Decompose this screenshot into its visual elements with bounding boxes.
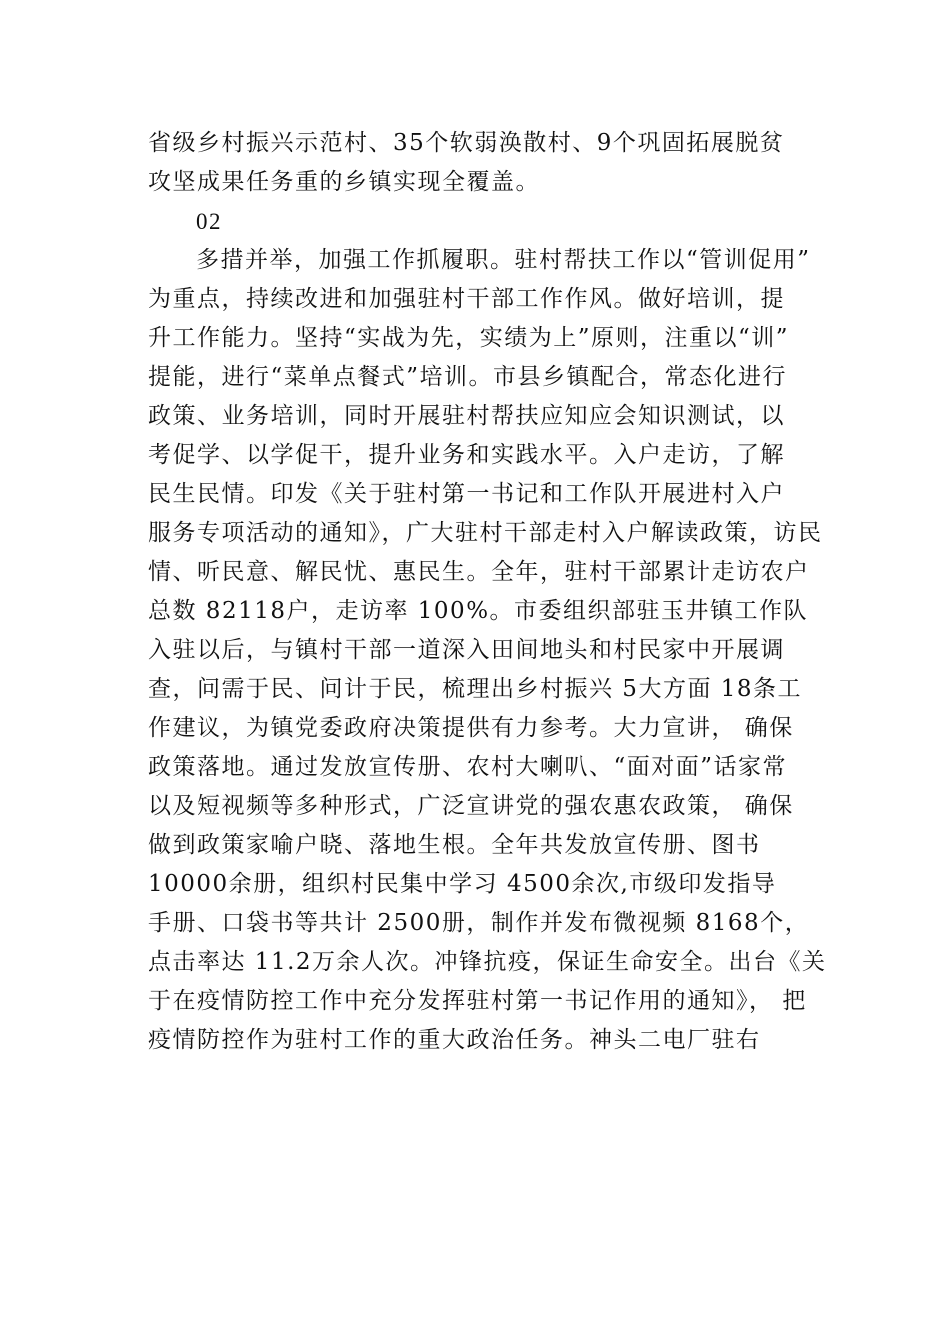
text-line: 做到政策家喻户晓、落地生根。全年共发放宣传册、图书: [148, 832, 761, 858]
text-line: 疫情防控作为驻村工作的重大政治任务。神头二电厂驻右: [148, 1027, 761, 1053]
text-line: 10000余册，组织村民集中学习 4500余次,市级印发指导: [148, 871, 777, 897]
section-number: 02: [196, 209, 222, 234]
text-line: 查，问需于民、问计于民，梳理出乡村振兴 5大方面 18条工: [148, 676, 803, 702]
text-line: 服务专项活动的通知》，广大驻村干部走村入户解读政策，访民: [148, 520, 823, 546]
text-line: 于在疫情防控工作中充分发挥驻村第一书记作用的通知》， 把: [148, 988, 807, 1014]
text-line: 以及短视频等多种形式，广泛宣讲党的强农惠农政策， 确保: [148, 793, 794, 819]
text-line: 情、听民意、解民忧、惠民生。全年，驻村干部累计走访农户: [148, 559, 810, 585]
text-line: 攻坚成果任务重的乡镇实现全覆盖。: [148, 169, 540, 195]
text-line: 考促学、以学促干，提升业务和实践水平。入户走访，了解: [148, 442, 785, 468]
text-line: 为重点，持续改进和加强驻村干部工作作风。做好培训，提: [148, 286, 785, 312]
paragraph-first-line: 多措并举，加强工作抓履职。驻村帮扶工作以“管训促用”: [196, 247, 811, 273]
text-line: 民生民情。印发《关于驻村第一书记和工作队开展进村入户: [148, 481, 785, 507]
text-line: 提能，进行“菜单点餐式”培训。市县乡镇配合，常态化进行: [148, 364, 788, 390]
text-line: 手册、口袋书等共计 2500册，制作并发布微视频 8168个，: [148, 910, 810, 936]
text-line: 总数 82118户，走访率 100%。市委组织部驻玉井镇工作队: [148, 598, 809, 624]
body-text: [148, 124, 827, 1060]
text-line: 省级乡村振兴示范村、35个软弱涣散村、9个巩固拓展脱贫: [148, 130, 785, 156]
text-line: 政策、业务培训，同时开展驻村帮扶应知应会知识测试，以: [148, 403, 785, 429]
text-line: 点击率达 11.2万余人次。冲锋抗疫，保证生命安全。出台《关: [148, 949, 827, 975]
text-line: 政策落地。通过发放宣传册、农村大喇叭、“面对面”话家常: [148, 754, 788, 780]
text-line: 入驻以后，与镇村干部一道深入田间地头和村民家中开展调: [148, 637, 785, 663]
text-line: 升工作能力。坚持“实战为先，实绩为上”原则，注重以“训”: [148, 325, 790, 351]
text-line: 作建议，为镇党委政府决策提供有力参考。大力宣讲， 确保: [148, 715, 794, 741]
